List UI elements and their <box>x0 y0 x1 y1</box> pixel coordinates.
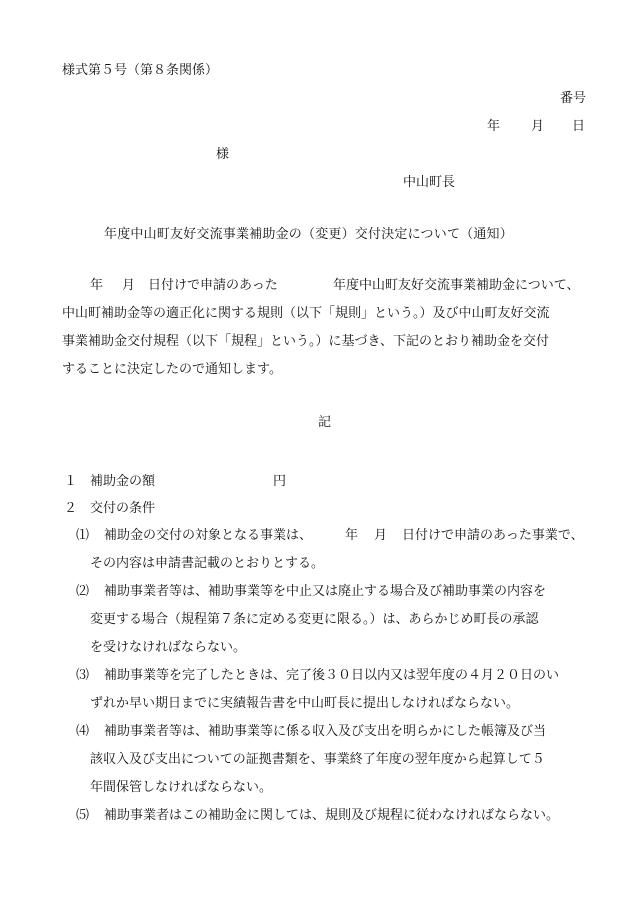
addressee-suffix: 様 <box>216 147 230 162</box>
body-line-1 <box>90 277 103 295</box>
body-line-3: 事業補助金交付規程（以下「規程」という。）に基づき、下記のとおり補助金を交付 <box>62 334 549 349</box>
condition-5-number: ⑸ <box>76 808 90 823</box>
condition-3-number: ⑶ <box>76 668 90 683</box>
condition-1-number: ⑴ <box>76 528 90 543</box>
issuer-name: 中山町長 <box>403 175 456 190</box>
condition-2-number: ⑵ <box>76 584 90 599</box>
condition-3-line-2: ずれか早い期日までに実績報告書を中山町長に提出しなければならない。 <box>90 696 520 711</box>
form-number: 様式第５号（第８条関係） <box>62 63 219 78</box>
condition-4-line-2: 該収入及び支出についての証拠書類を、事業終了年度の翌年度から起算して５ <box>90 752 545 767</box>
date-year-label: 年 <box>487 119 501 134</box>
body-line-2: 中山町補助金等の適正化に関する規則（以下「規則」という。）及び中山町友好交流 <box>62 306 550 321</box>
condition-4-number: ⑷ <box>76 724 90 739</box>
item-1-number: １ <box>64 474 78 489</box>
document-number-label: 番号 <box>560 91 587 106</box>
condition-2-line-1: 補助事業者等は、補助事業等を中止又は廃止する場合及び補助事業の内容を <box>104 584 547 599</box>
condition-5-line-1: 補助事業者はこの補助金に関しては、規則及び規程に従わなければならない。 <box>104 808 560 823</box>
condition-1-month: 月 <box>374 528 388 543</box>
condition-1-text-b: 日付けで申請のあった事業で、 <box>402 528 584 543</box>
document-title: 年度中山町友好交流事業補助金の（変更）交付決定について（通知） <box>104 227 513 242</box>
condition-2-line-2: 変更する場合（規程第７条に定める変更に限る。）は、あらかじめ町長の承認 <box>90 612 539 627</box>
date-month-label: 月 <box>531 119 545 134</box>
date-day-label: 日 <box>572 119 586 134</box>
condition-1-year: 年 <box>345 528 359 543</box>
body-line-4: することに決定したので通知します。 <box>62 362 282 377</box>
item-1-unit: 円 <box>273 474 287 489</box>
body-date-rest: 日付けで申請のあった <box>148 278 278 293</box>
condition-3-line-1: 補助事業等を完了したときは、完了後３０日以内又は翌年度の４月２０日のい <box>104 668 560 683</box>
body-year-label: 年 <box>90 278 104 293</box>
item-2-label: 交付の条件 <box>90 501 156 516</box>
item-2-number: ２ <box>64 501 78 516</box>
item-1-label: 補助金の額 <box>90 474 156 489</box>
condition-4-line-3: 年間保管しなければならない。 <box>90 780 273 795</box>
ki-heading: 記 <box>318 415 332 430</box>
condition-1-text-a: 補助金の交付の対象となる事業は、 <box>104 528 313 543</box>
condition-2-line-3: を受けなければならない。 <box>90 640 247 655</box>
condition-1-line-2: その内容は申請書記載のとおりとする。 <box>90 556 325 571</box>
body-line-1-end: 年度中山町友好交流事業補助金について、 <box>333 278 580 293</box>
condition-4-line-1: 補助事業者等は、補助事業等に係る収入及び支出を明らかにした帳簿及び当 <box>104 724 547 739</box>
body-month-label: 月 <box>122 278 136 293</box>
